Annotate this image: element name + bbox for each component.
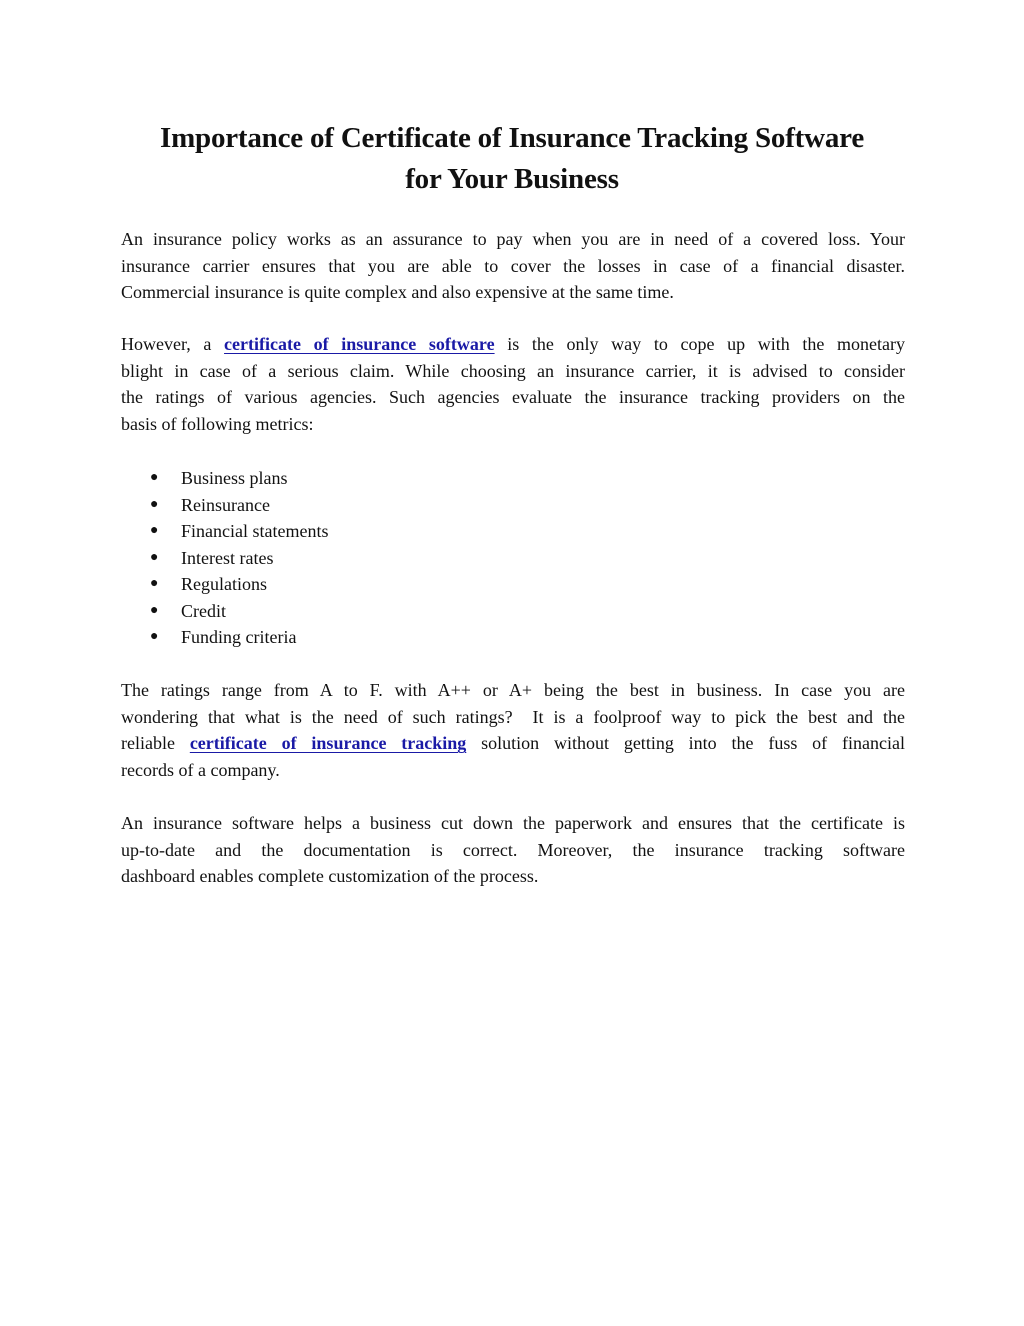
- list-item: [150, 571, 328, 598]
- paragraph-ratings: [121, 677, 905, 784]
- paragraph-line: records of a company.: [121, 760, 280, 781]
- text-fragment: is the only way to cope up with the monetary: [507, 334, 906, 354]
- paragraph-line: Commercial insurance is quite complex and also expensive at the same time.: [121, 282, 674, 303]
- bullet-icon: ●: [150, 496, 159, 512]
- paragraph-line: up-to-date and the documentation is correct. Moreover, the insurance tracking software: [121, 839, 905, 860]
- paragraph-line: [121, 331, 905, 358]
- paragraph-line: wondering that what is the need of such ratings? It is a foolproof way to pick the best and the: [121, 706, 905, 727]
- list-item: [150, 518, 328, 545]
- paragraph-line: The ratings range from A to F. with A++ or A+ being the best in business. In case you are: [121, 680, 905, 700]
- text-fragment: However, a: [121, 334, 212, 354]
- paragraph-line: [121, 730, 905, 757]
- certificate-software-link[interactable]: certificate of insurance software: [224, 334, 495, 354]
- list-item-text: Interest rates: [181, 547, 274, 568]
- paragraph-line: An insurance software helps a business cut down the paperwork and ensures that the certificate is: [121, 813, 905, 833]
- list-item: [150, 492, 328, 519]
- paragraph-intro: [121, 226, 905, 306]
- bullet-icon: ●: [150, 576, 159, 591]
- certificate-tracking-link[interactable]: certificate of insurance tracking: [189, 733, 467, 754]
- paragraph-line: the ratings of various agencies. Such agencies evaluate the insurance tracking providers on the: [121, 387, 905, 408]
- paragraph-line: insurance carrier ensures that you are able to cover the losses in case of a financial disaster.: [121, 255, 905, 276]
- list-item: [150, 465, 328, 492]
- text-fragment: solution without getting into the fuss of financial: [481, 733, 905, 754]
- bullet-icon: ●: [150, 523, 159, 538]
- list-item: [150, 624, 328, 651]
- bullet-icon: ●: [150, 602, 159, 618]
- paragraph-software-benefits: [121, 810, 905, 890]
- title-line-1: Importance of Certificate of Insurance Tracking Software: [159, 122, 864, 154]
- metrics-list: [150, 465, 328, 651]
- list-item-text: Reinsurance: [181, 494, 270, 515]
- list-item-text: Regulations: [181, 574, 267, 594]
- paragraph-software: [121, 331, 905, 438]
- list-item: [150, 598, 328, 625]
- list-item-text: Funding criteria: [181, 627, 297, 647]
- paragraph-line: dashboard enables complete customization of the process.: [121, 866, 539, 887]
- bullet-icon: ●: [150, 629, 159, 644]
- page-title: [120, 118, 904, 200]
- title-line-2: for Your Business: [405, 163, 619, 195]
- bullet-icon: ●: [150, 470, 159, 485]
- paragraph-line: basis of following metrics:: [121, 414, 314, 435]
- text-fragment: reliable: [121, 733, 175, 754]
- list-item: [150, 545, 328, 572]
- paragraph-line: blight in case of a serious claim. While choosing an insurance carrier, it is advised to consider: [121, 360, 905, 381]
- list-item-text: Financial statements: [181, 521, 329, 541]
- paragraph-line: An insurance policy works as an assurance to pay when you are in need of a covered loss. Your: [121, 229, 905, 249]
- bullet-icon: ●: [150, 549, 159, 565]
- list-item-text: Business plans: [181, 468, 288, 488]
- list-item-text: Credit: [181, 600, 226, 621]
